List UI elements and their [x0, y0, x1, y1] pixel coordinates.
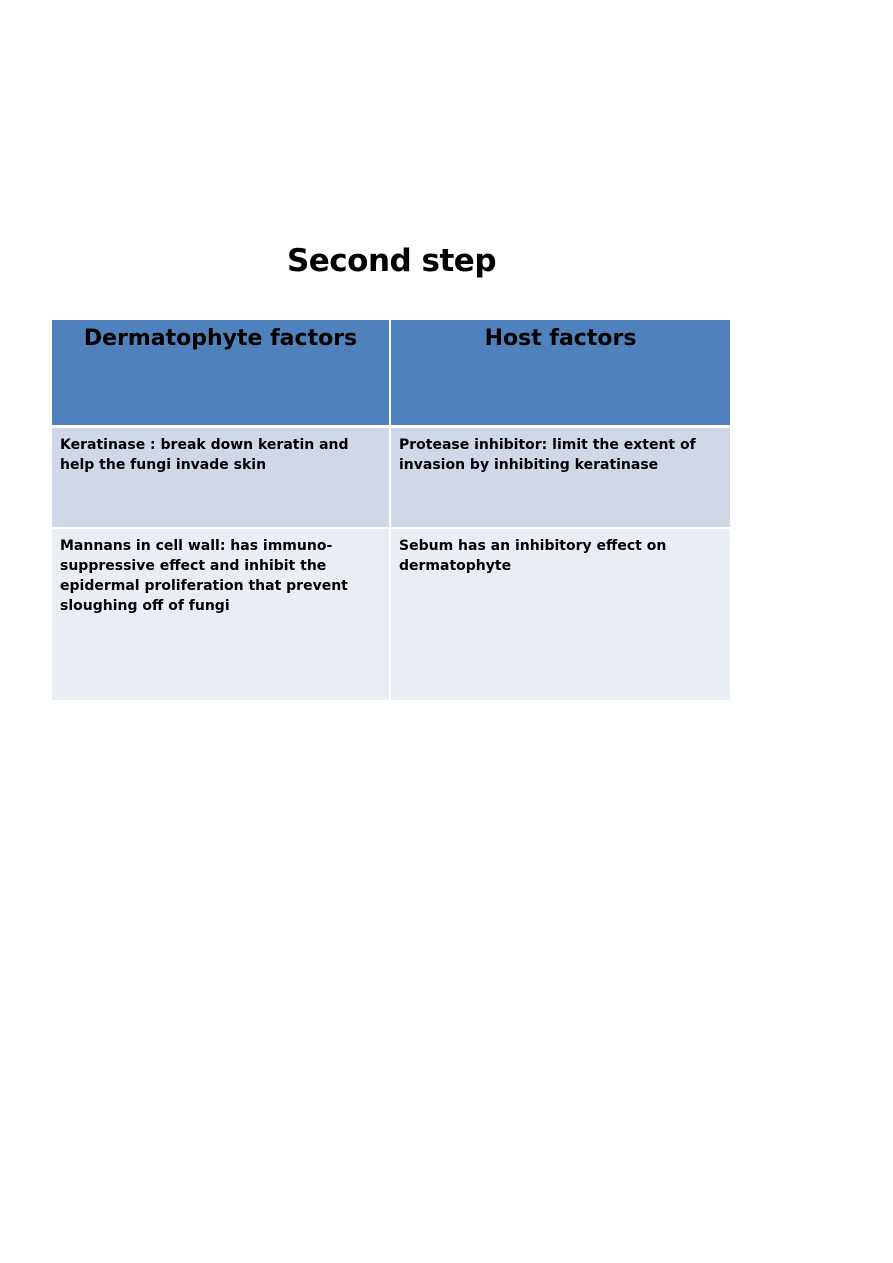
page-title: Second step: [286, 243, 497, 279]
table-row: [52, 426, 730, 528]
cell-sebum: Sebum has an inhibitory effect on dermatophyte: [390, 528, 730, 701]
cell-protease-inhibitor: Protease inhibitor: limit the extent of invasion by inhibiting keratinase: [390, 426, 730, 528]
factors-table: [52, 320, 730, 702]
cell-keratinase: Keratinase : break down keratin and help the fungi invade skin: [52, 426, 390, 528]
header-dermatophyte-factors: Dermatophyte factors: [52, 320, 390, 426]
cell-mannans: Mannans in cell wall: has immuno-suppressive effect and inhibit the epidermal proliferation that prevent sloughing off of fungi: [52, 528, 390, 701]
header-host-factors: Host factors: [390, 320, 730, 426]
table-header-row: [52, 320, 730, 426]
table-row: [52, 528, 730, 701]
